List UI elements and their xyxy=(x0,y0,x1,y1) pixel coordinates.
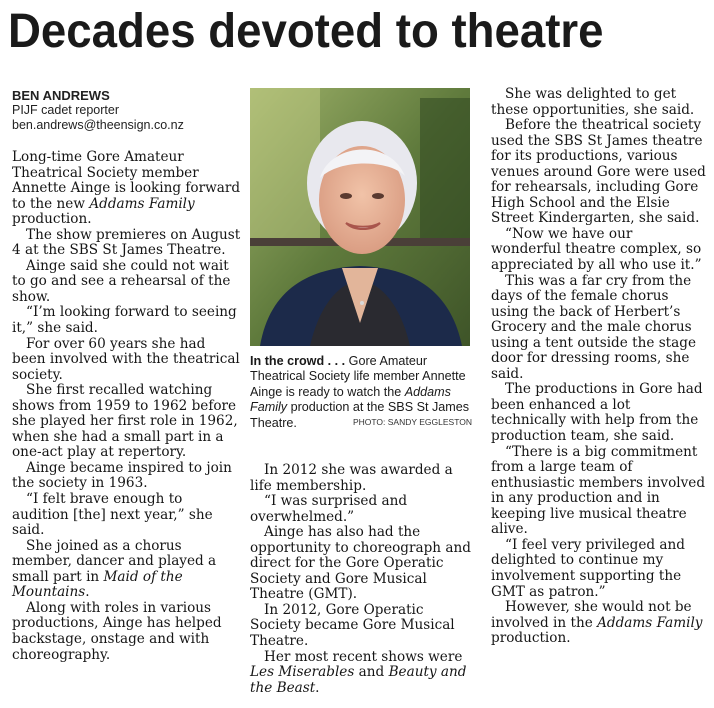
paragraph-text: Her most recent shows were xyxy=(264,648,463,665)
paragraph: “Now we have our wonderful theatre complex, so appreciated by all who use it.” xyxy=(491,225,702,274)
paragraph-text: She joined as a chorus member, dancer and played a small part in xyxy=(12,537,217,585)
paragraph: Along with roles in various productions, Ainge has helped backstage, onstage and with choreography. xyxy=(12,599,222,663)
paragraph: Ainge said she could not wait to go and see a rehearsal of the show. xyxy=(12,257,231,305)
paragraph xyxy=(250,650,472,697)
paragraph: Ainge became inspired to join the society in 1963. xyxy=(12,459,232,492)
paragraph-italic: Addams Family xyxy=(89,195,195,212)
paragraph-italic: Addams Family xyxy=(597,614,703,631)
paragraph-italic: Les Miserables xyxy=(250,664,355,681)
paragraph-text: Long-time Gore Amateur Theatrical Society member Annette Ainge is looking forward to the new xyxy=(12,149,241,212)
caption-italic: Addams Family xyxy=(250,384,451,415)
paragraph-text: . xyxy=(315,679,320,696)
article-column-1 xyxy=(12,150,242,663)
paragraph: “There is a big commitment from a large team of enthusiastic members involved in any production and in keeping live musical theatre alive. xyxy=(491,443,706,538)
paragraph: In 2012, Gore Operatic Society became Gore Musical Theatre. xyxy=(250,601,455,650)
headline: Decades devoted to theatre xyxy=(8,5,604,58)
byline-email: ben.andrews@theensign.co.nz xyxy=(12,118,184,132)
paragraph-text: production. xyxy=(12,211,92,228)
paragraph: “I felt brave enough to audition [the] next year,” she said. xyxy=(12,491,213,539)
paragraph: In 2012 she was awarded a life membership. xyxy=(250,462,453,494)
paragraph: This was a far cry from the days of the female chorus using the back of Herbert’s Grocery and the male chorus using a tent outside the stage door for dressing rooms, she said. xyxy=(491,272,696,382)
paragraph: Ainge has also had the opportunity to choreograph and direct for the Gore Operatic Society and Gore Musical Theatre (GMT). xyxy=(250,524,471,603)
byline-name: BEN ANDREWS xyxy=(12,88,110,103)
paragraph-italic: Maid of the Mountains xyxy=(12,568,183,601)
photo-credit: PHOTO: SANDY EGGLESTON xyxy=(352,417,472,427)
caption-lead: In the crowd . . . xyxy=(250,354,346,368)
byline xyxy=(12,88,252,133)
caption-text: Gore Amateur Theatrical Society life member Annette Ainge is ready to watch the xyxy=(250,354,466,399)
byline-role: PIJF cadet reporter xyxy=(12,103,119,117)
article-column-2 xyxy=(250,463,472,696)
paragraph xyxy=(12,539,242,601)
portrait-photo xyxy=(250,88,470,346)
paragraph: She first recalled watching shows from 1959 to 1962 before she played her first role in 1962, when she had a small part in a one-act play at repertory. xyxy=(12,382,238,461)
paragraph: Before the theatrical society used the SBS St James theatre for its productions, various venues around Gore were used for rehearsals, including Gore High School and the Elsie Street Kindergarten, she said. xyxy=(491,117,706,227)
paragraph: “I feel very privileged and delighted to continue my involvement supporting the GMT as patron.” xyxy=(491,536,685,600)
paragraph-text: However, she would not be involved in the xyxy=(491,599,692,631)
paragraph xyxy=(12,150,242,228)
paragraph: “I’m looking forward to seeing it,” she said. xyxy=(12,304,237,337)
paragraph-italic: Beauty and the Beast xyxy=(250,664,467,696)
paragraph: The productions in Gore had been enhanced a lot technically with help from the production team, she said. xyxy=(491,381,703,445)
paragraph-text: production. xyxy=(491,630,571,647)
article-column-3 xyxy=(491,87,706,647)
caption-text: production at the SBS St James Theatre. xyxy=(250,400,470,430)
paragraph: For over 60 years she had been involved with the theatrical society. xyxy=(12,335,240,383)
paragraph-text: . xyxy=(85,584,90,601)
paragraph: She was delighted to get these opportunities, she said. xyxy=(491,86,695,118)
paragraph-text: and xyxy=(354,664,389,681)
paragraph xyxy=(491,600,706,647)
paragraph: “I was surprised and overwhelmed.” xyxy=(250,493,408,525)
paragraph: The show premieres on August 4 at the SBS St James Theatre. xyxy=(12,226,241,259)
